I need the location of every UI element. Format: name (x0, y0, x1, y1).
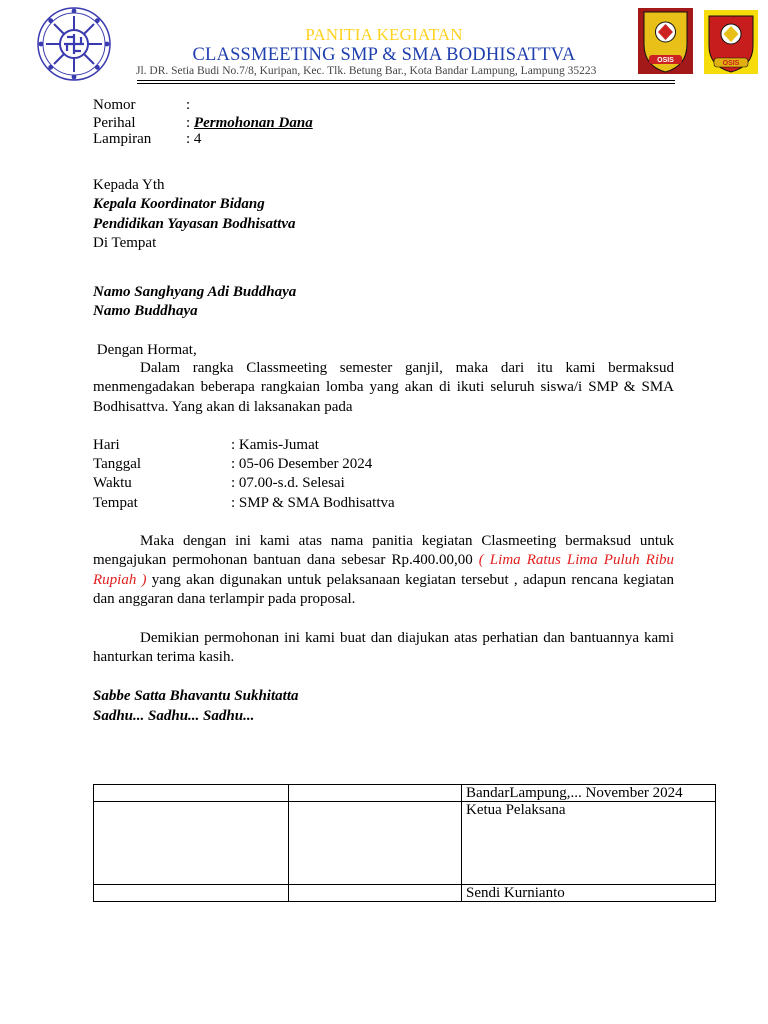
paragraph-2-end: yang akan digunakan untuk pelaksanaan kegiatan tersebut , adapun rencana kegiatan dan anggaran dana terlampir pada proposal. (93, 571, 674, 607)
lampiran-value: : 4 (186, 131, 202, 147)
school-address: Jl. DR. Setia Budi No.7/8, Kuripan, Kec. Tlk. Betung Bar., Kota Bandar Lampung, Lampung 35223 (136, 65, 597, 77)
perihal-label: Perihal (93, 115, 136, 131)
recipient-line1: Kepala Koordinator Bidang (93, 196, 265, 212)
schedule-label-date: Tanggal (93, 456, 142, 472)
nomor-label: Nomor (93, 97, 136, 113)
header-divider-top (137, 80, 675, 81)
opening-greeting: Dengan Hormat, (93, 342, 197, 358)
schedule-value-place: : SMP & SMA Bodhisattva (231, 495, 395, 511)
osis-text-2: OSIS (722, 60, 740, 67)
paragraph-2-start: Maka dengan ini kami atas nama panitia kegiatan Clasmeeting bermaksud untuk mengajukan permohonan bantuan dana sebesar Rp.400.00,00 (93, 533, 674, 569)
signature-cell-empty (94, 885, 289, 902)
schedule-label-place: Tempat (93, 495, 138, 511)
signature-cell-empty (289, 885, 462, 902)
closing-line2: Sadhu... Sadhu... Sadhu... (93, 708, 255, 724)
schedule-label-day: Hari (93, 437, 120, 453)
paragraph-2 (93, 532, 674, 609)
salutation-line1: Namo Sanghyang Adi Buddhaya (93, 284, 297, 300)
paragraph-1: Dalam rangka Classmeeting semester ganjil, maka dari itu kami bermaksud menmengadakan beberapa rangkaian lomba yang akan di ikuti seluruh siswa/i SMP & SMA Bodhisattva. Yang akan di laksanakan pada (93, 360, 674, 415)
signer-role: Ketua Pelaksana (462, 802, 716, 885)
amount-in-words: ( Lima Ratus Lima Puluh Ribu Rupiah ) (93, 552, 675, 588)
signer-name: Sendi Kurnianto (462, 885, 716, 902)
recipient-line2: Pendidikan Yayasan Bodhisattva (93, 216, 296, 232)
recipient-greeting: Kepada Yth (93, 177, 165, 193)
header-divider-bottom (137, 83, 675, 84)
perihal-value: Permohonan Dana (193, 115, 313, 131)
schedule-value-date: : 05-06 Desember 2024 (231, 456, 373, 472)
paragraph-3: Demikian permohonan ini kami buat dan diajukan atas perhatian dan bantuannya kami hanturkan terima kasih. (93, 630, 674, 666)
salutation-line2: Namo Buddhaya (93, 303, 198, 319)
perihal-field (186, 114, 313, 133)
nomor-value: : (186, 97, 191, 113)
recipient-line3: Di Tempat (93, 235, 157, 251)
signature-table (93, 784, 716, 902)
lampiran-label: Lampiran (93, 131, 152, 147)
schedule-value-time: : 07.00-s.d. Selesai (231, 475, 345, 491)
schedule-value-day: : Kamis-Jumat (231, 437, 319, 453)
signature-cell-empty (289, 802, 462, 885)
osis-text-1: OSIS (657, 57, 674, 64)
place-date: BandarLampung,... November 2024 (462, 785, 716, 802)
event-title: CLASSMEETING SMP & SMA BODHISATTVA (192, 45, 576, 65)
schedule-label-time: Waktu (93, 475, 132, 491)
signature-cell-empty (289, 785, 462, 802)
closing-line1: Sabbe Satta Bhavantu Sukhitatta (93, 688, 299, 704)
signature-cell-empty (94, 802, 289, 885)
perihal-colon: : (186, 115, 194, 131)
signature-cell-empty (94, 785, 289, 802)
committee-title: PANITIA KEGIATAN (305, 25, 463, 44)
